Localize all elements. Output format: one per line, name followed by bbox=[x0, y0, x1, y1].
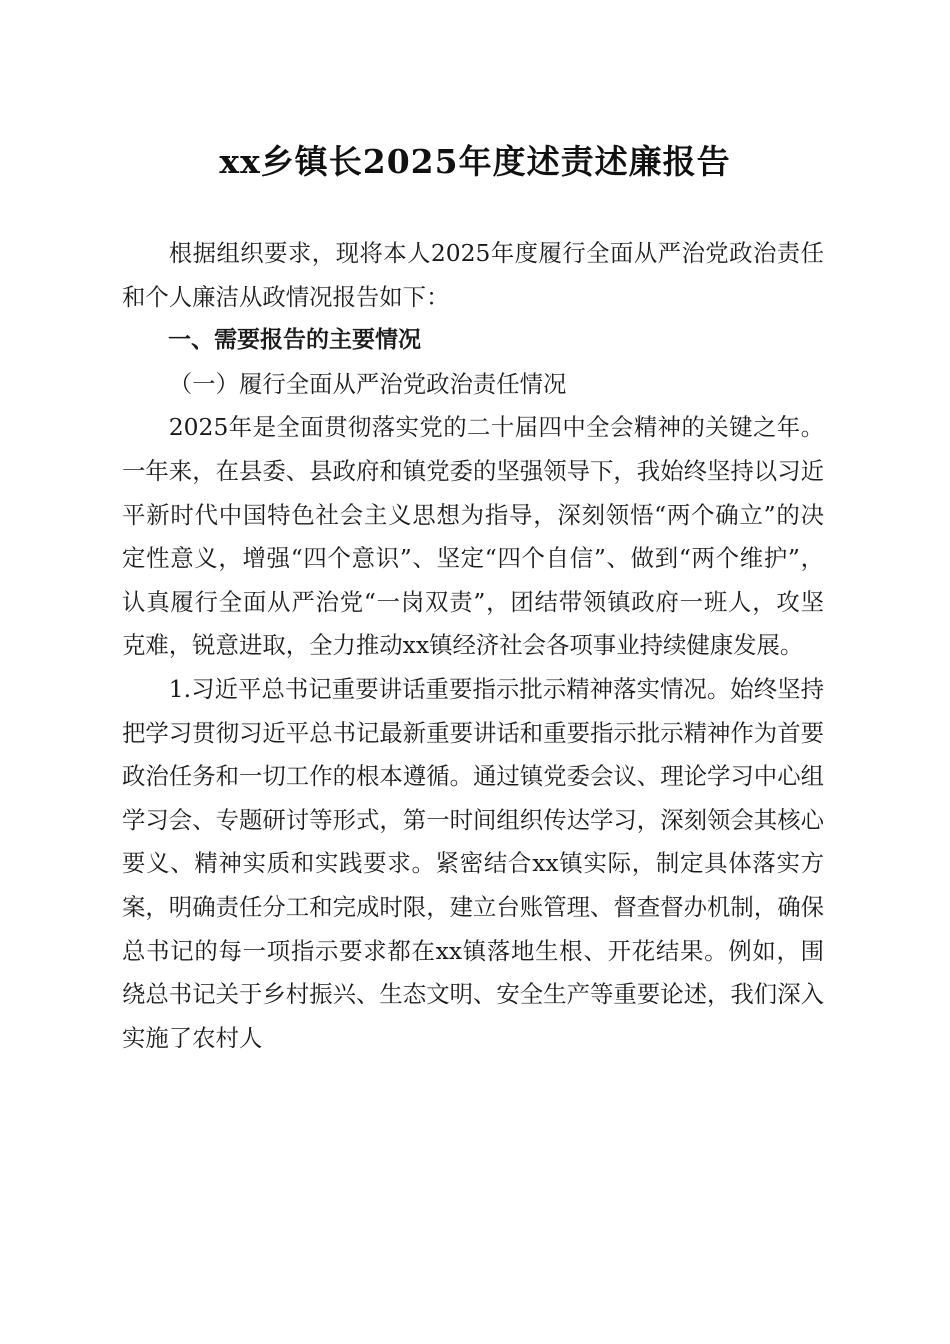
section-heading: 一、需要报告的主要情况 bbox=[168, 327, 421, 354]
document-body bbox=[122, 232, 824, 1060]
intro-paragraph: 根据组织要求，现将本人2025年度履行全面从严治党政治责任和个人廉洁从政情况报告如下： bbox=[122, 239, 824, 311]
body-paragraph-2: 1.习近平总书记重要讲话重要指示批示精神落实情况。始终坚持把学习贯彻习近平总书记最新重要讲话和重要指示批示精神作为首要政治任务和一切工作的根本遵循。通过镇党委会议、理论学习中心组学习会、专题研讨等形式，第一时间组织传达学习，深刻领会其核心要义、精神实质和实践要求。紧密结合xx镇实际，制定具体落实方案，明确责任分工和完成时限，建立台账管理、督查督办机制，确保总书记的每一项指示要求都在xx镇落地生根、开花结果。例如，围绕总书记关于乡村振兴、生态文明、安全生产等重要论述，我们深入实施了农村人 bbox=[122, 674, 824, 1052]
document-title: xx乡镇长2025年度述责述廉报告 bbox=[219, 142, 731, 181]
body-paragraph-1: 2025年是全面贯彻落实党的二十届四中全会精神的关键之年。一年来，在县委、县政府和镇党委的坚强领导下，我始终坚持以习近平新时代中国特色社会主义思想为指导，深刻领悟“两个确立”的决定性意义，增强“四个意识”、坚定“四个自信”、做到“两个维护”，认真履行全面从严治党“一岗双责”，团结带领镇政府一班人，攻坚克难，锐意进取，全力推动xx镇经济社会各项事业持续健康发展。 bbox=[122, 413, 824, 660]
subsection-heading: （一）履行全面从严治党政治责任情况 bbox=[168, 369, 567, 398]
